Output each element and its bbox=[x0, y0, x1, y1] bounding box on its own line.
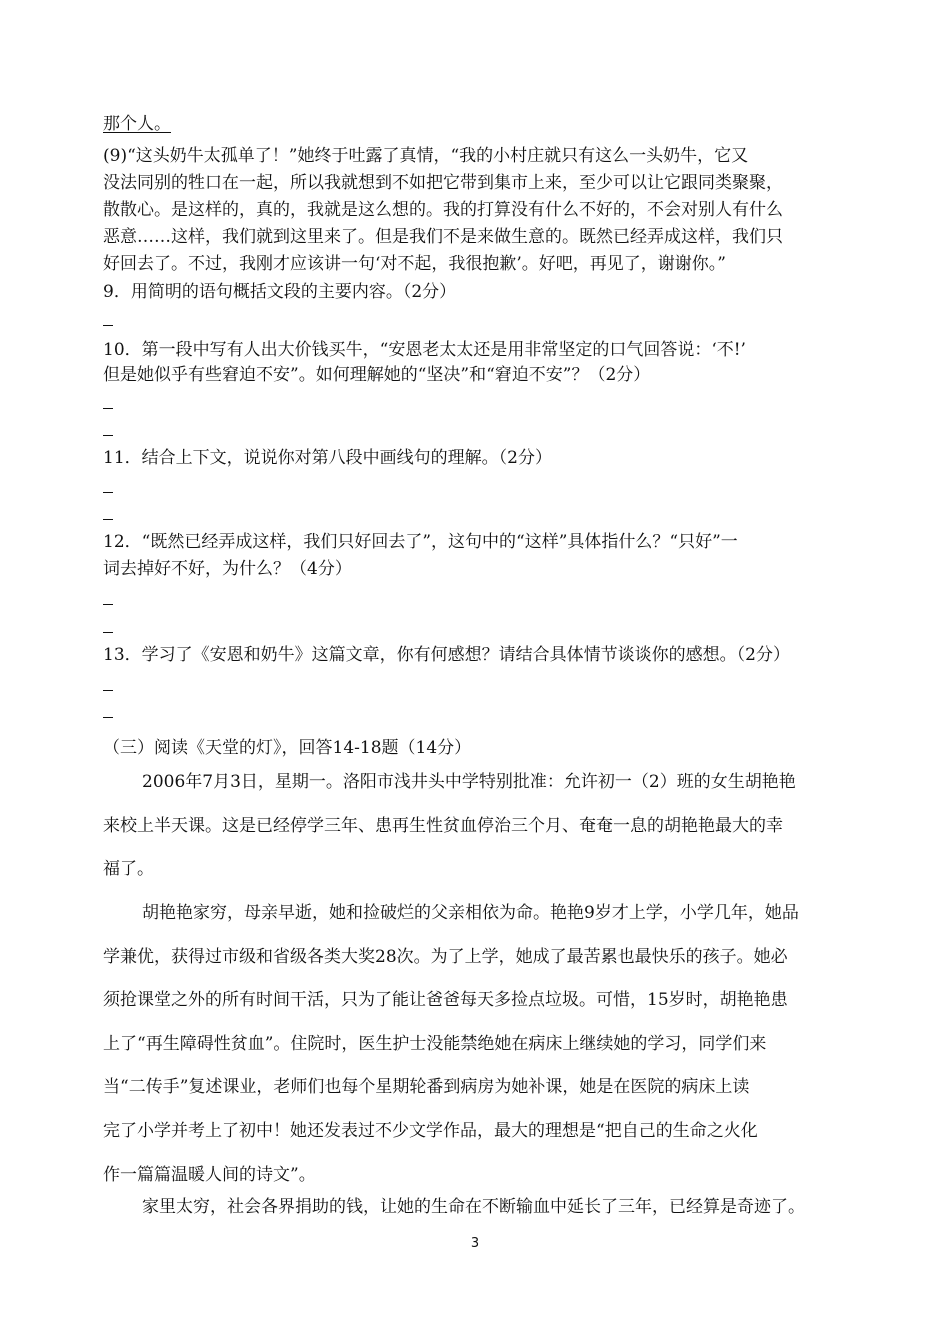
answer-blank[interactable] bbox=[103, 690, 113, 691]
answer-blank[interactable] bbox=[103, 492, 113, 493]
question-13: 13．学习了《安恩和奶牛》这篇文章，你有何感想？请结合具体情节谈谈你的感想。（2分） bbox=[103, 645, 790, 665]
article-paragraph-line: 2006年7月3日，星期一。洛阳市浅井头中学特别批准：允许初一（2）班的女生胡艳艳 bbox=[142, 772, 796, 792]
answer-blank[interactable] bbox=[103, 632, 113, 633]
article-paragraph-line: 完了小学并考上了初中！她还发表过不少文学作品，最大的理想是“把自己的生命之火化 bbox=[103, 1121, 758, 1141]
article-paragraph-line: 上了“再生障碍性贫血”。住院时，医生护士没能禁绝她在病床上继续她的学习，同学们来 bbox=[103, 1034, 767, 1054]
answer-blank[interactable] bbox=[103, 435, 113, 436]
answer-blank[interactable] bbox=[103, 717, 113, 718]
question-10-line: 但是她似乎有些窘迫不安”。如何理解她的“坚决”和“窘迫不安”？（2分） bbox=[103, 365, 651, 385]
section-3-heading: （三）阅读《天堂的灯》，回答14-18题（14分） bbox=[103, 738, 472, 758]
question-11: 11．结合上下文，说说你对第八段中画线句的理解。（2分） bbox=[103, 448, 552, 468]
article-paragraph-line: 学兼优，获得过市级和省级各类大奖28次。为了上学，她成了最苦累也最快乐的孩子。她必 bbox=[103, 947, 788, 967]
question-12-line: 12．“既然已经弄成这样，我们只好回去了”，这句中的“这样”具体指什么？“只好”一 bbox=[103, 532, 738, 552]
article-paragraph-line: 家里太穷，社会各界捐助的钱，让她的生命在不断输血中延长了三年，已经算是奇迹了。 bbox=[142, 1197, 805, 1217]
paragraph-9-line: 没法同别的牲口在一起，所以我就想到不如把它带到集市上来，至少可以让它跟同类聚聚， bbox=[103, 173, 783, 193]
article-paragraph-line: 当“二传手”复述课业，老师们也每个星期轮番到病房为她补课，她是在医院的病床上读 bbox=[103, 1077, 750, 1097]
question-12-line: 词去掉好不好，为什么？（4分） bbox=[103, 559, 352, 579]
paragraph-9-line: 好回去了。不过，我刚才应该讲一句‘对不起，我很抱歉’。好吧，再见了，谢谢你。” bbox=[103, 254, 726, 274]
article-paragraph-line: 来校上半天课。这是已经停学三年、患再生性贫血停治三个月、奄奄一息的胡艳艳最大的幸 bbox=[103, 816, 783, 836]
article-paragraph-line: 须抢课堂之外的所有时间干活，只为了能让爸爸每天多捡点垃圾。可惜，15岁时，胡艳艳患 bbox=[103, 990, 788, 1010]
paragraph-9-line: 恶意……这样，我们就到这里来了。但是我们不是来做生意的。既然已经弄成这样，我们只 bbox=[103, 227, 783, 247]
paragraph-9-line: 散散心。是这样的，真的，我就是这么想的。我的打算没有什么不好的，不会对别人有什么 bbox=[103, 200, 783, 220]
answer-blank[interactable] bbox=[103, 519, 113, 520]
article-paragraph-line: 胡艳艳家穷，母亲早逝，她和捡破烂的父亲相依为命。艳艳9岁才上学，小学几年，她品 bbox=[142, 903, 799, 923]
answer-blank[interactable] bbox=[103, 325, 113, 326]
article-paragraph-line: 福了。 bbox=[103, 859, 154, 879]
question-10-line: 10．第一段中写有人出大价钱买牛，“安恩老太太还是用非常坚定的口气回答说：‘不!’ bbox=[103, 340, 746, 360]
article-paragraph-line: 作一篇篇温暖人间的诗文”。 bbox=[103, 1165, 316, 1185]
underlined-sentence-tail: 那个人。 bbox=[103, 114, 171, 134]
page-number: 3 bbox=[470, 1236, 480, 1251]
paragraph-9-line: (9)“这头奶牛太孤单了！”她终于吐露了真情，“我的小村庄就只有这么一头奶牛，它又 bbox=[103, 146, 749, 166]
answer-blank[interactable] bbox=[103, 408, 113, 409]
answer-blank[interactable] bbox=[103, 604, 113, 605]
question-9: 9．用简明的语句概括文段的主要内容。（2分） bbox=[103, 282, 457, 302]
